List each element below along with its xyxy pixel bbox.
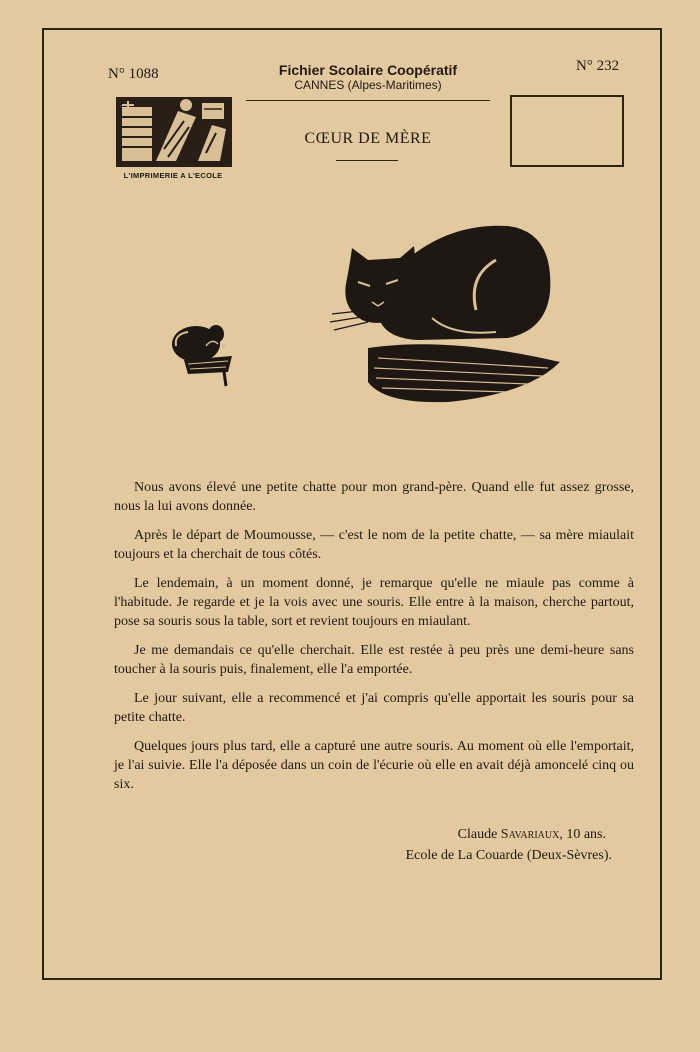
school-line: Ecole de La Couarde (Deux-Sèvres). — [405, 848, 612, 863]
file-number-right: N° 232 — [576, 58, 620, 74]
printing-press-logo — [116, 97, 232, 167]
stamp-box — [510, 95, 624, 167]
mouse-woodcut-icon — [166, 316, 242, 392]
author-age: , 10 ans. — [559, 827, 606, 842]
file-number-left: N° 1088 — [108, 66, 159, 82]
publisher-location: CANNES (Alpes-Maritimes) — [294, 78, 442, 92]
paragraph: Je me demandais ce qu'elle cherchait. Elle est restée à peu près une demi-heure sans toucher à la souris puis, finalement, elle l'a emportée. — [114, 643, 634, 677]
publisher-title: Fichier Scolaire Coopératif — [278, 62, 458, 78]
signature — [406, 824, 612, 866]
story-text — [114, 478, 634, 804]
paragraph: Quelques jours plus tard, elle a capturé une autre souris. Au moment où elle l'emportait, je l'ai suivie. Elle l'a déposée dans un coin de l'écurie où elle en avait déjà amoncelé cinq ou six. — [114, 739, 634, 792]
publisher-header — [248, 62, 488, 92]
document-title: CŒUR DE MÈRE — [304, 130, 432, 147]
paragraph: Le lendemain, à un moment donné, je remarque qu'elle ne miaule pas comme à l'habitude. Je regarde et je la vois avec une souris. Elle entre à la maison, cherche partout, pose sa souris sous la table, sort et revient toujours en miaulant. — [114, 576, 634, 629]
header-divider — [246, 100, 490, 101]
paragraph: Nous avons élevé une petite chatte pour mon grand-père. Quand elle fut assez grosse, nous la lui avons donnée. — [114, 480, 634, 514]
author-last-name: Savariaux — [500, 827, 560, 842]
paragraph: Le jour suivant, elle a recommencé et j'ai compris qu'elle apportait les souris pour sa petite chatte. — [114, 691, 634, 725]
paragraph: Après le départ de Moumousse, — c'est le nom de la petite chatte, — sa mère miaulait toujours et la cherchait de tous côtés. — [114, 528, 634, 562]
author-first-name: Claude — [457, 827, 498, 842]
title-underline — [336, 160, 398, 161]
cat-woodcut-icon — [328, 218, 568, 408]
logo-caption: L'IMPRIMERIE A L'ECOLE — [123, 171, 223, 180]
author-line — [406, 824, 612, 845]
